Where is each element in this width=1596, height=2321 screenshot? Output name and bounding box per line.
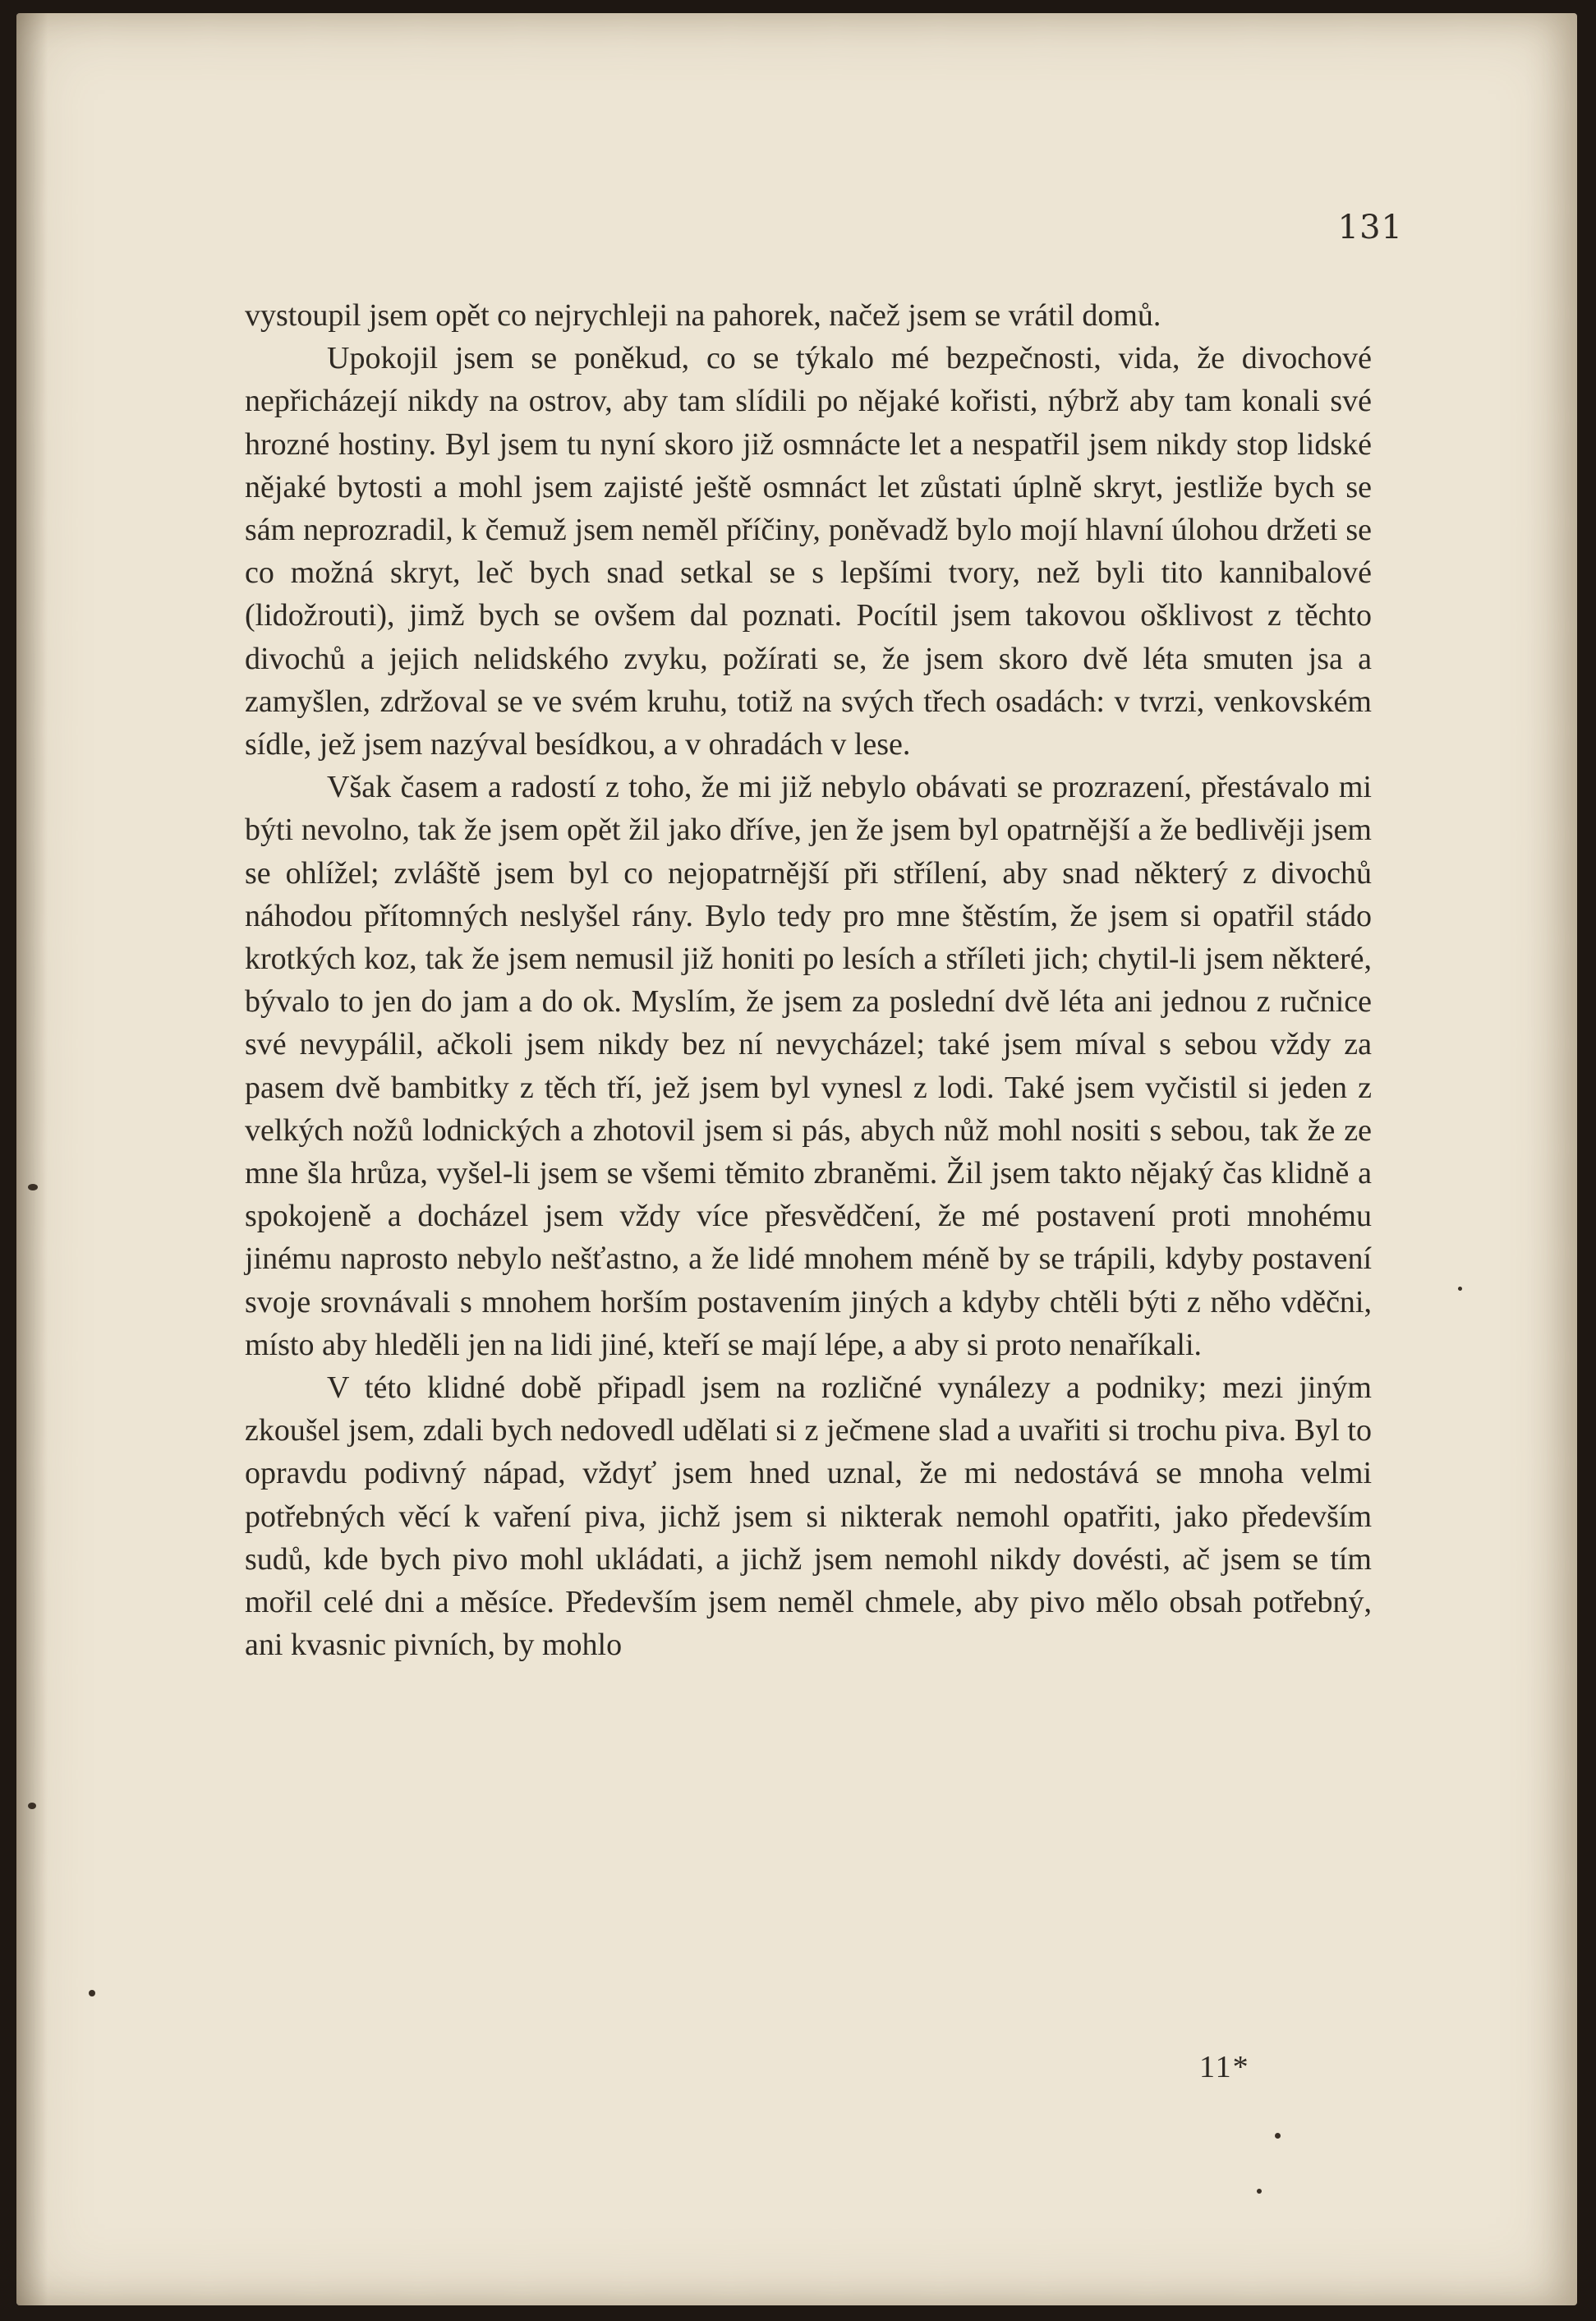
paragraph: Však časem a radostí z toho, že mi již nebylo obávati se prozrazení, přestávalo mi býti nevolno, tak že jsem opět žil jako dříve, jen že jsem byl opatrnější a že bedlivěji jsem se ohlížel; zvláště jsem byl co nejopatrnější při střílení, aby snad některý z divochů náhodou přítomných neslyšel rány. Bylo tedy pro mne štěstím, že jsem si opatřil stádo krotkých koz, tak že jsem nemusil již honiti po lesích a stříleti jich; chytil-li jsem některé, bývalo to jen do jam a do ok. Myslím, že jsem za poslední dvě léta ani jednou z ručnice své nevypálil, ačkoli jsem nikdy bez ní nevycházel; také jsem míval s sebou vždy za pasem dvě bambitky z těch tří, jež jsem byl vynesl z lodi. Také jsem vyčistil si jeden z velkých nožů lodnických a zhotovil jsem si pás, abych nůž mohl nositi s sebou, tak že ze mne šla hrůza, vyšel-li jsem se všemi těmito zbraněmi. Žil jsem takto nějaký čas klidně a spokojeně a docházel jsem vždy více přesvědčení, že mé postavení proti mnohému jinému naprosto nebylo nešťastno, a že lidé mnohem méně by se trápili, kdyby postavení svoje srovnávali s mnohem horším postavením jiných a kdyby chtěli býti z něho vděčni, místo aby hleděli jen na lidi jiné, kteří se mají lépe, a aby si proto nenaříkali.	[245, 770, 1372, 1362]
paragraph: vystoupil jsem opět co nejrychleji na pahorek, načež jsem se vrátil domů.	[245, 298, 1161, 333]
paragraph: Upokojil jsem se poněkud, co se týkalo mé bezpečnosti, vida, že divochové nepřicházejí nikdy na ostrov, aby tam slídili po nějaké kořisti, nýbrž aby tam konali své hrozné hostiny. Byl jsem tu nyní skoro již osmnácte let a nespatřil jsem nikdy stop lidské nějaké bytosti a mohl jsem zajisté ještě osmnáct let zůstati úplně skryt, jestliže bych se sám neprozradil, k čemuž jsem neměl příčiny, poněvadž bylo mojí hlavní úlohou držeti se co možná skryt, leč bych snad setkal se s lepšími tvory, než byli tito kannibalové (lidožrouti), jimž bych se ovšem dal poznati. Pocítil jsem takovou ošklivost z těchto divochů a jejich nelidského zvyku, požírati se, že jsem skoro dvě léta smuten jsa a zamyšlen, zdržoval se ve svém kruhu, totiž na svých třech osadách: v tvrzi, venkovském sídle, jež jsem nazýval besídkou, a v ohradách v lese.	[245, 341, 1372, 762]
ink-speck	[1275, 2133, 1281, 2139]
book-page	[16, 13, 1577, 2305]
ink-speck	[1257, 2189, 1262, 2194]
ink-speck	[1458, 1287, 1462, 1291]
page-binding-shadow	[16, 13, 48, 2305]
printer-signature-mark: 11*	[1199, 2050, 1250, 2084]
paragraph: V této klidné době připadl jsem na rozličné vynálezy a podniky; mezi jiným zkoušel jsem, zdali bych nedovedl udělati si z ječmene slad a uvařiti si trochu piva. Byl to opravdu podivný nápad, vždyť jsem hned uznal, že mi nedostává se mnoha velmi potřebných věcí k vaření piva, jichž jsem si nikterak nemohl opatřiti, jako především sudů, kde bych pivo mohl ukládati, a jichž jsem nemohl nikdy dovésti, ač jsem se tím mořil celé dni a měsíce. Především jsem neměl chmele, aby pivo mělo obsah potřebný, ani kvasnic pivních, by mohlo	[245, 1370, 1372, 1663]
body-text	[245, 294, 1372, 1667]
ink-speck	[28, 1803, 36, 1809]
page-number: 131	[1337, 209, 1403, 246]
ink-speck	[89, 1990, 95, 1996]
ink-speck	[28, 1184, 38, 1190]
